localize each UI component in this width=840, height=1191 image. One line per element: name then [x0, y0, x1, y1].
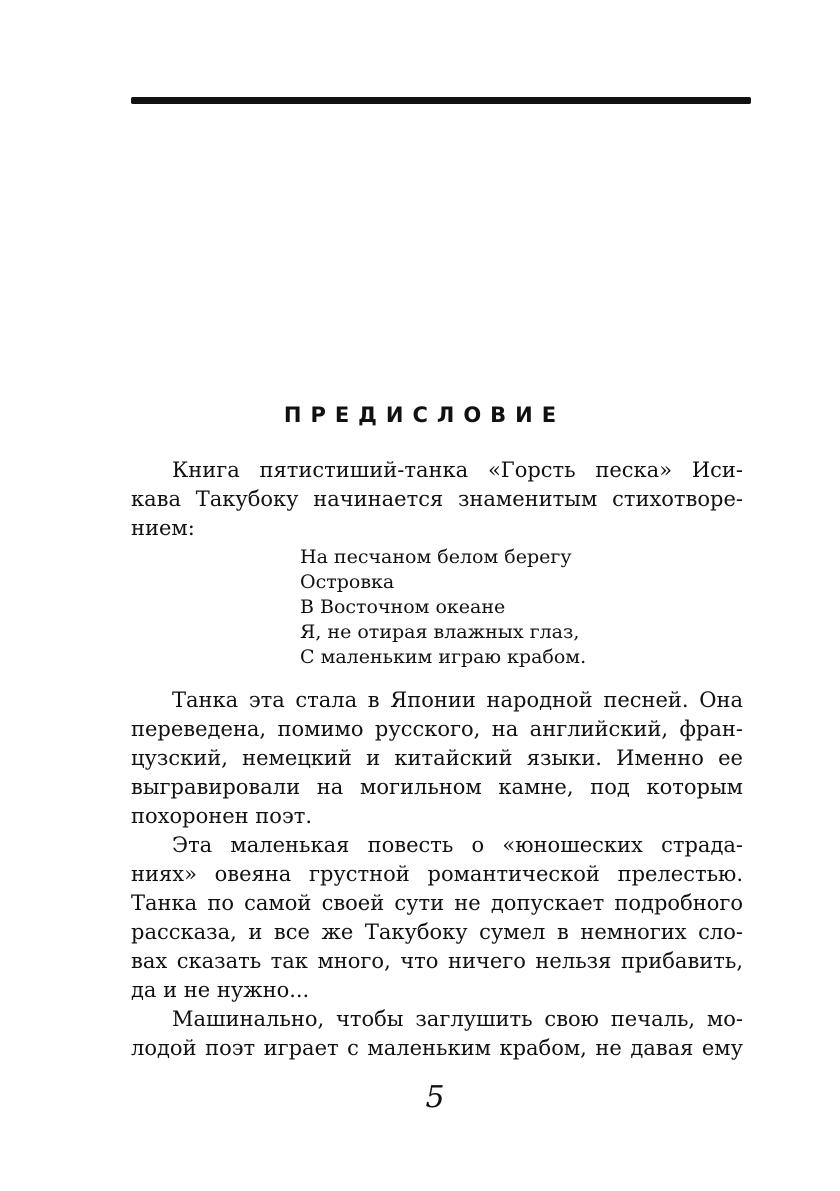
text-line: Танка по самой своей сути не допускает подробного — [131, 891, 743, 915]
text-line: Машинально, чтобы заглушить свою печаль, мо- — [172, 1007, 743, 1031]
page-heading: ПРЕДИСЛОВИЕ — [283, 403, 566, 427]
page-number: 5 — [425, 1080, 445, 1115]
poem-line: Я, не отирая влажных глаз, — [300, 621, 580, 643]
text-line: рассказа, и все же Такубоку сумел в немногих сло- — [131, 920, 743, 944]
text-line: Книга пятистиший-танка «Горсть песка» Иси- — [172, 458, 743, 482]
text-line: вах сказать так много, что ничего нельзя прибавить, — [131, 949, 743, 973]
text-line: нием: — [131, 516, 195, 540]
text-line: да и не нужно... — [131, 978, 310, 1002]
text-line: переведена, помимо русского, на английский, фран- — [131, 717, 743, 741]
text-line: ниях» овеяна грустной романтической прелестью. — [131, 862, 743, 886]
text-line: Танка эта стала в Японии народной песней. Она — [172, 688, 743, 712]
top-rule — [131, 97, 751, 104]
text-line: кава Такубоку начинается знаменитым стихотворе- — [131, 487, 743, 511]
poem-line: Островка — [300, 571, 395, 593]
poem-line: В Восточном океане — [300, 596, 506, 618]
text-line: лодой поэт играет с маленьким крабом, не давая ему — [131, 1036, 743, 1060]
text-line: цузский, немецкий и китайский языки. Именно ее — [131, 746, 743, 770]
text-line: Эта маленькая повесть о «юношеских страда- — [172, 833, 743, 857]
text-line: похоронен поэт. — [131, 804, 313, 828]
text-line: выгравировали на могильном камне, под которым — [131, 775, 743, 799]
poem-line: На песчаном белом берегу — [300, 546, 572, 568]
poem-line: С маленьким играю крабом. — [300, 646, 587, 668]
